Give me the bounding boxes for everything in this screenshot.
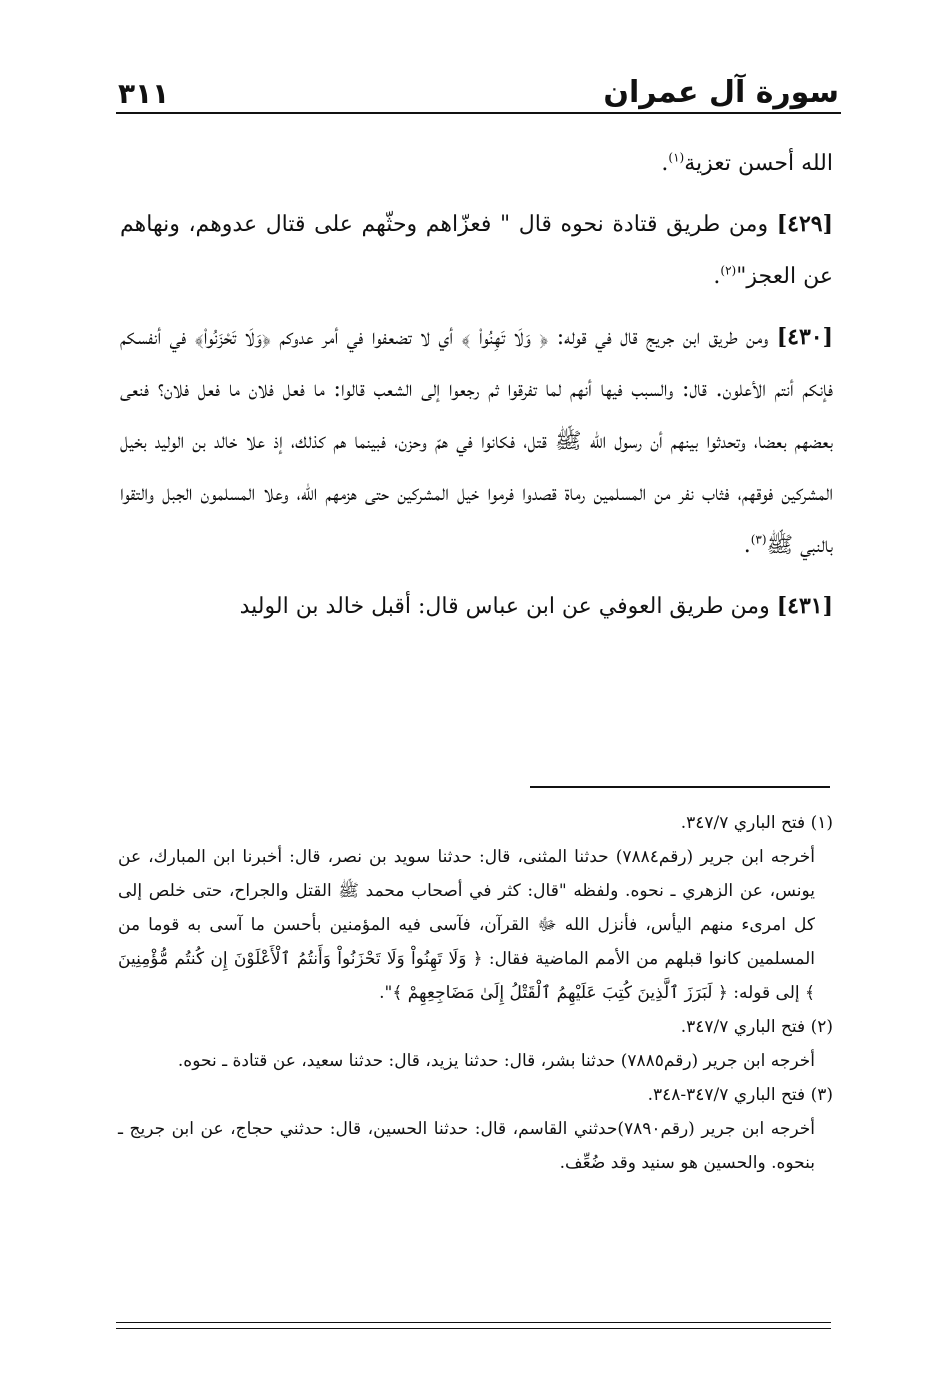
header-rule [116, 112, 841, 114]
paragraph-text: ومن طريق ابن جريج قال في قوله: ﴿ وَلَا تَهِنُواْ ﴾ أي لا تضعفوا في أمر عدوكم ﴿وَلَا تَحْزَنُواْ﴾ في أنفسكم فإنكم أنتم الأعلون. قال: والسبب فيها أنهم لما تفرقوا ثم رجعوا إلى الشعب قالوا: ما فعل فلان ما فعل فلان؟ فنعى بعضهم بعضا، وتحدثوا بينهم أن رسول الله ﷺ قتل، فكانوا في همّ وحزن، فبينما هم كذلك، إذ علا خالد بن الوليد بخيل المشركين فوقهم، فثاب نفر من المسلمين رماة قصدوا فرموا خيل المشركين حتى هزمهم الله، وعلا المسلمون الجبل والتقوا بالنبي ﷺ [120, 325, 833, 558]
footnote-1-text: أخرجه ابن جرير (رقم٧٨٨٤) حدثنا المثنى، قال: حدثنا سويد بن نصر، قال: أخبرنا ابن المبارك، عن يونس، عن الزهري ـ نحوه. ولفظه "قال: كثر في أصحاب محمد ﷺ القتل والجراح، حتى خلص إلى كل امرىء منهم اليأس، فأنزل الله ﷻ القرآن، فآسى فيه المؤمنين بأحسن ما آسى به قوما من المسلمين كانوا قبلهم من الأمم الماضية فقال: ﴿ وَلَا تَهِنُواْ وَلَا تَحْزَنُواْ وَأَنتُمُ ٱلْأَعْلَوْنَ إِن كُنتُم مُّؤْمِنِينَ ﴾ إلى قوله: ﴿ لَبَرَزَ ٱلَّذِينَ كُتِبَ عَلَيْهِمُ ٱلْقَتْلُ إِلَىٰ مَضَاجِعِهِمْ ﴾". [118, 847, 815, 1003]
paragraph-text: الله أحسن تعزية [684, 151, 833, 176]
footnote-ref: (١) [668, 150, 685, 165]
footnote-ref: (٢) [720, 263, 737, 278]
running-title: سورة آل عمران [603, 75, 839, 110]
paragraph-continuation: الله أحسن تعزية$^{(١)}$. [661, 150, 833, 176]
bottom-rule [116, 1328, 831, 1329]
paragraph-number: [٤٢٩] [776, 211, 833, 237]
paragraph-text: ومن طريق العوفي عن ابن عباس قال: أقبل خالد بن الوليد [239, 594, 770, 619]
footnote-2-text: أخرجه ابن جرير (رقم٧٨٨٥) حدثنا بشر، قال: حدثنا يزيد، قال: حدثنا سعيد، عن قتادة ـ نحوه. [177, 1051, 815, 1071]
footnote-3-source: (٣) فتح الباري ٣٤٧/٧-٣٤٨. [647, 1085, 833, 1105]
footnotes [118, 806, 833, 1180]
paragraph-number: [٤٣١] [776, 593, 833, 619]
paragraph-429: [٤٢٩] ومن طريق قتادة نحوه قال " فعزّاهم وحثّهم على قتال عدوهم، ونهاهم عن العجز"$^{(٢)}$. [120, 211, 833, 289]
paragraph-text: ومن طريق قتادة نحوه قال " فعزّاهم وحثّهم على قتال عدوهم، ونهاهم عن العجز" [120, 212, 833, 289]
page-header [118, 70, 839, 110]
bottom-rule [116, 1322, 831, 1323]
footnote-2-source: (٢) فتح الباري ٣٤٧/٧. [680, 1017, 833, 1037]
footnote-ref: (٣) [750, 532, 767, 547]
footnote-separator [530, 786, 830, 788]
paragraph-430: [٤٣٠] ومن طريق ابن جريج قال في قوله: ﴿ وَلَا تَهِنُواْ ﴾ أي لا تضعفوا في أمر عدوكم ﴿وَلَا تَحْزَنُواْ﴾ في أنفسكم فإنكم أنتم الأعلون. قال: والسبب فيها أنهم لما تفرقوا ثم رجعوا إلى الشعب قالوا: ما فعل فلان ما فعل فلان؟ فنعى بعضهم بعضا، وتحدثوا بينهم أن رسول الله ﷺ قتل، فكانوا في همّ وحزن، فبينما هم كذلك، إذ علا خالد بن الوليد بخيل المشركين فوقهم، فثاب نفر من المسلمين رماة قصدوا فرموا خيل المشركين حتى هزمهم الله، وعلا المسلمون الجبل والتقوا بالنبي ﷺ$^{(٣)}$. [120, 324, 834, 558]
footnote-3-text: أخرجه ابن جرير (رقم٧٨٩٠)حدثني القاسم، قال: حدثنا الحسين، قال: حدثني حجاج، عن ابن جريج ـ بنحوه. والحسين هو سنيد وقد ضُعِّف. [118, 1119, 815, 1173]
page-number: ٣١١ [118, 77, 170, 110]
paragraph-431 [120, 580, 833, 633]
footnote-1-source: (١) فتح الباري ٣٤٧/٧. [680, 813, 833, 833]
paragraph-number: [٤٣٠] [776, 324, 834, 350]
main-text [120, 138, 833, 641]
